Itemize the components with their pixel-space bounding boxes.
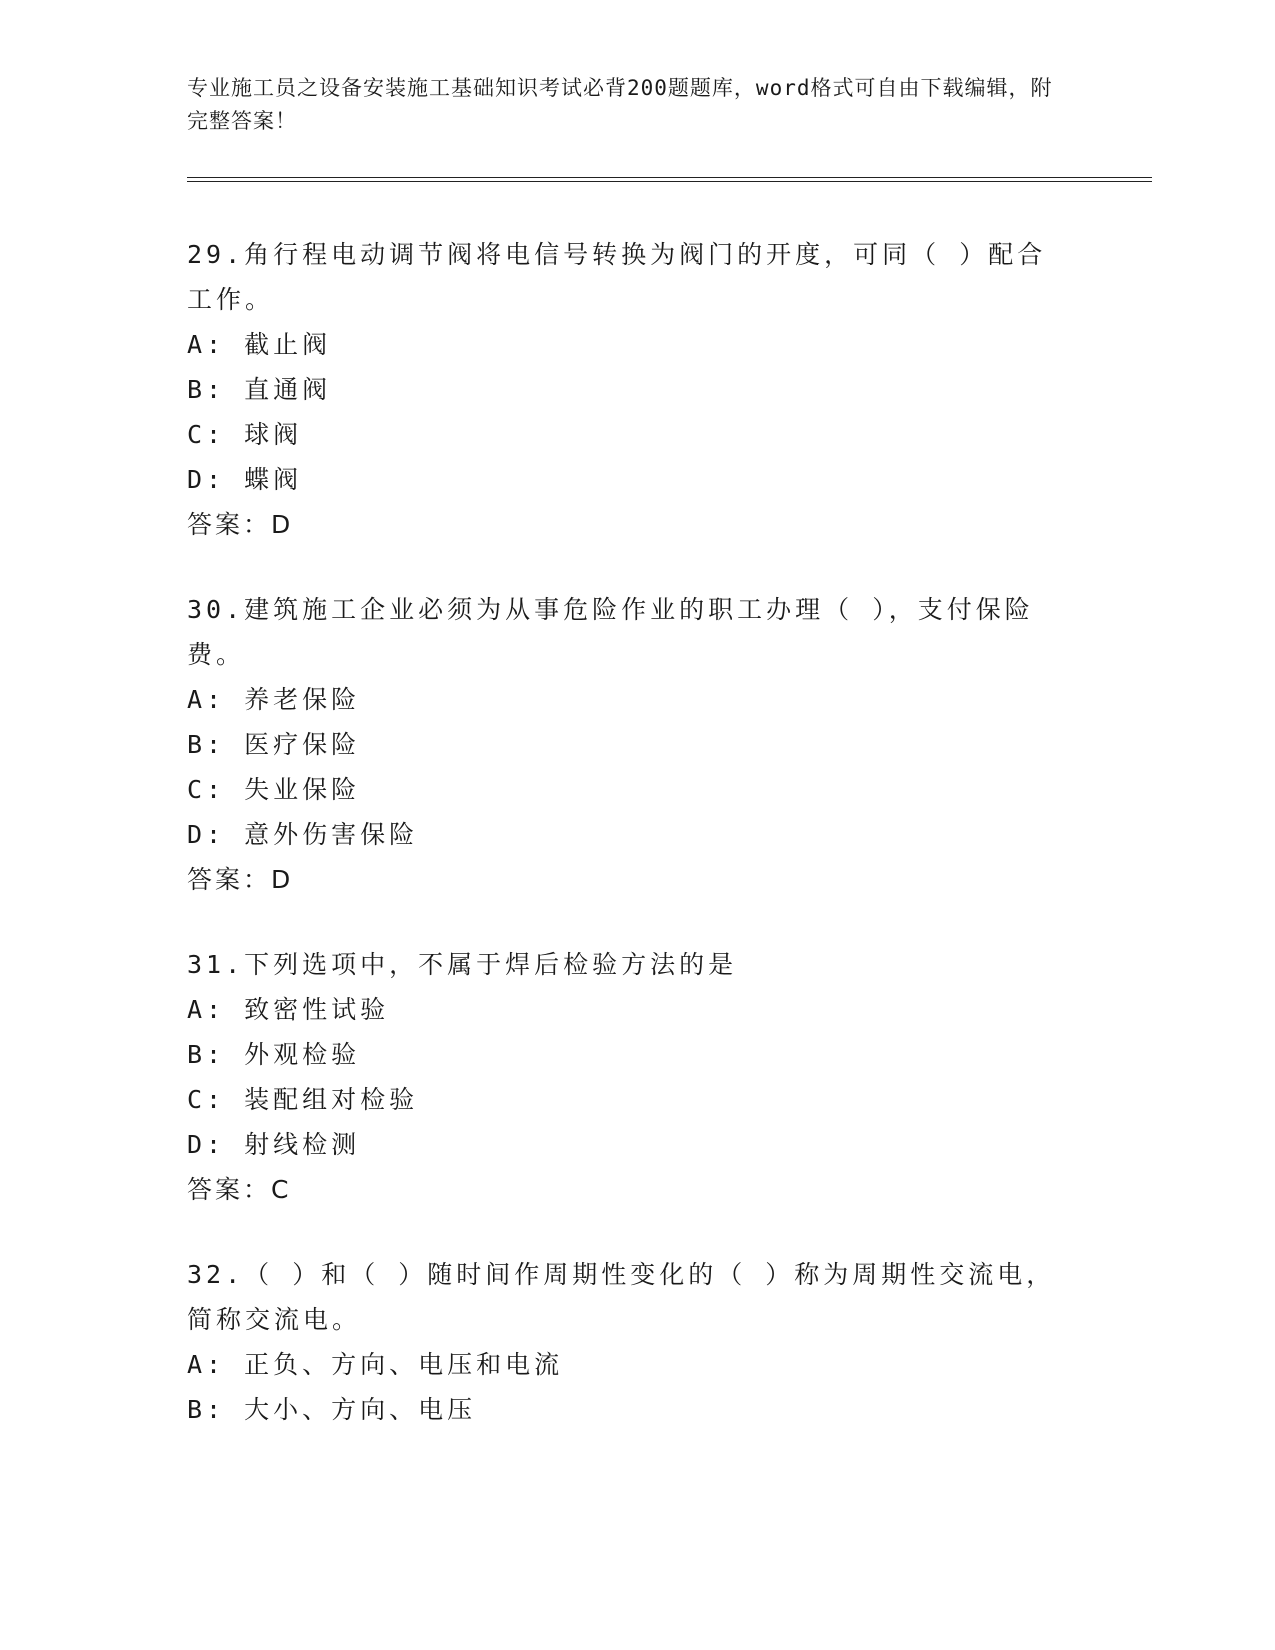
option-c: C: 失业保险: [187, 775, 361, 804]
option-a: A: 正负、方向、电压和电流: [187, 1350, 564, 1379]
question-32: [187, 1252, 1067, 1432]
question-29: [187, 232, 1067, 547]
document-header: [187, 72, 1067, 138]
option-c: C: 装配组对检验: [187, 1085, 419, 1114]
option-d: D: 蝶阀: [187, 465, 303, 494]
option-c: C: 球阀: [187, 420, 303, 449]
question-30: [187, 587, 1067, 902]
answer-line: 答案：C: [187, 1175, 292, 1204]
question-stem: 30.建筑施工企业必须为从事危险作业的职工办理（ ），支付保险费。: [187, 595, 1034, 669]
option-b: B: 大小、方向、电压: [187, 1395, 477, 1424]
header-divider: [187, 177, 1152, 182]
answer-line: 答案：D: [187, 510, 294, 539]
option-d: D: 意外伤害保险: [187, 820, 419, 849]
header-text: 专业施工员之设备安装施工基础知识考试必背200题题库，word格式可自由下载编辑，附完整答案！: [187, 76, 1053, 133]
option-d: D: 射线检测: [187, 1130, 361, 1159]
question-stem: 31.下列选项中，不属于焊后检验方法的是: [187, 950, 738, 979]
option-a: A: 致密性试验: [187, 995, 390, 1024]
option-b: B: 医疗保险: [187, 730, 361, 759]
option-a: A: 截止阀: [187, 330, 332, 359]
question-31: [187, 942, 1067, 1212]
question-stem: 32.（ ）和（ ）随时间作周期性变化的（ ）称为周期性交流电，简称交流电。: [187, 1260, 1056, 1334]
question-list: [187, 232, 1067, 1472]
option-b: B: 外观检验: [187, 1040, 361, 1069]
question-stem: 29.角行程电动调节阀将电信号转换为阀门的开度，可同（ ）配合工作。: [187, 240, 1047, 314]
answer-line: 答案：D: [187, 865, 294, 894]
option-b: B: 直通阀: [187, 375, 332, 404]
option-a: A: 养老保险: [187, 685, 361, 714]
